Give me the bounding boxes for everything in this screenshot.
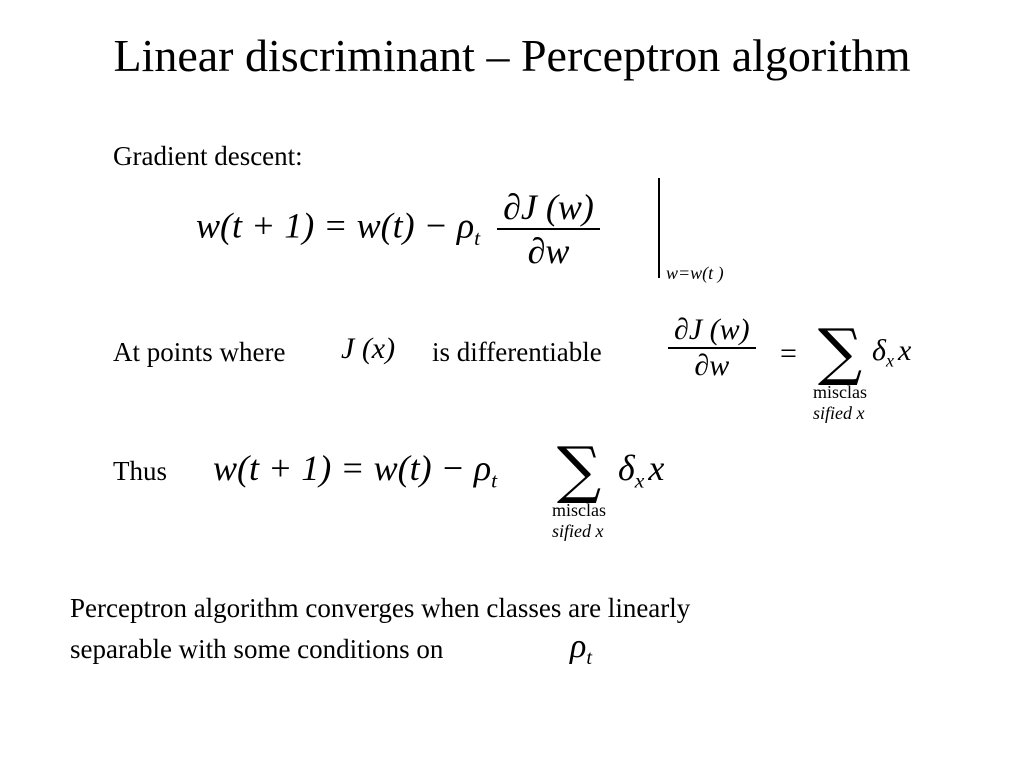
derivative-numerator: ∂J (w) <box>668 313 756 349</box>
slide-title: Linear discriminant – Perceptron algorithm <box>113 30 911 81</box>
derivative-fraction <box>668 313 756 383</box>
gradient-fraction <box>497 186 600 272</box>
update-equation <box>196 186 600 272</box>
sum-subscript: misclas sified x <box>813 381 867 423</box>
rho-subscript: t <box>474 225 481 250</box>
summation-misclassified-1 <box>813 315 867 423</box>
at-points-where-text: At points where <box>113 337 286 367</box>
sum-subscript-2: misclas sified x <box>552 499 606 541</box>
derivative-equation <box>668 313 756 383</box>
evaluation-bar <box>658 178 660 278</box>
delta-x-term-2: $\delta_x$ x <box>618 448 665 493</box>
gradient-descent-label: Gradient descent: <box>113 141 303 171</box>
fraction-denominator: ∂w <box>527 231 570 271</box>
perceptron-update-equation: $w(t + 1) = w(t) - \rho_t$ <box>213 448 498 493</box>
summation-misclassified-2 <box>552 433 606 541</box>
equals-sign: = <box>780 337 797 370</box>
update-equation-lhs: w(t + 1) = w(t) − <box>196 205 457 246</box>
rho-t-condition: $\rho_t$ <box>570 628 592 670</box>
fraction-numerator: ∂J (w) <box>497 186 600 230</box>
conclusion-line-2: separable with some conditions on <box>70 634 444 664</box>
conclusion-line-1: Perceptron algorithm converges when classes are linearly <box>70 593 691 623</box>
sigma-symbol: ∑ <box>817 315 863 388</box>
delta-x-term: $\delta_x$ x <box>872 334 912 371</box>
j-of-x: J (x) <box>341 332 396 365</box>
is-differentiable-text: is differentiable <box>432 337 602 367</box>
rho-symbol-2: ρ <box>473 448 492 488</box>
thus-text: Thus <box>113 456 167 486</box>
derivative-denominator: ∂w <box>694 349 730 382</box>
rho-symbol: ρ <box>456 205 475 246</box>
sigma-symbol-2: ∑ <box>556 433 602 506</box>
evaluation-point: w=w(t ) <box>666 263 724 283</box>
